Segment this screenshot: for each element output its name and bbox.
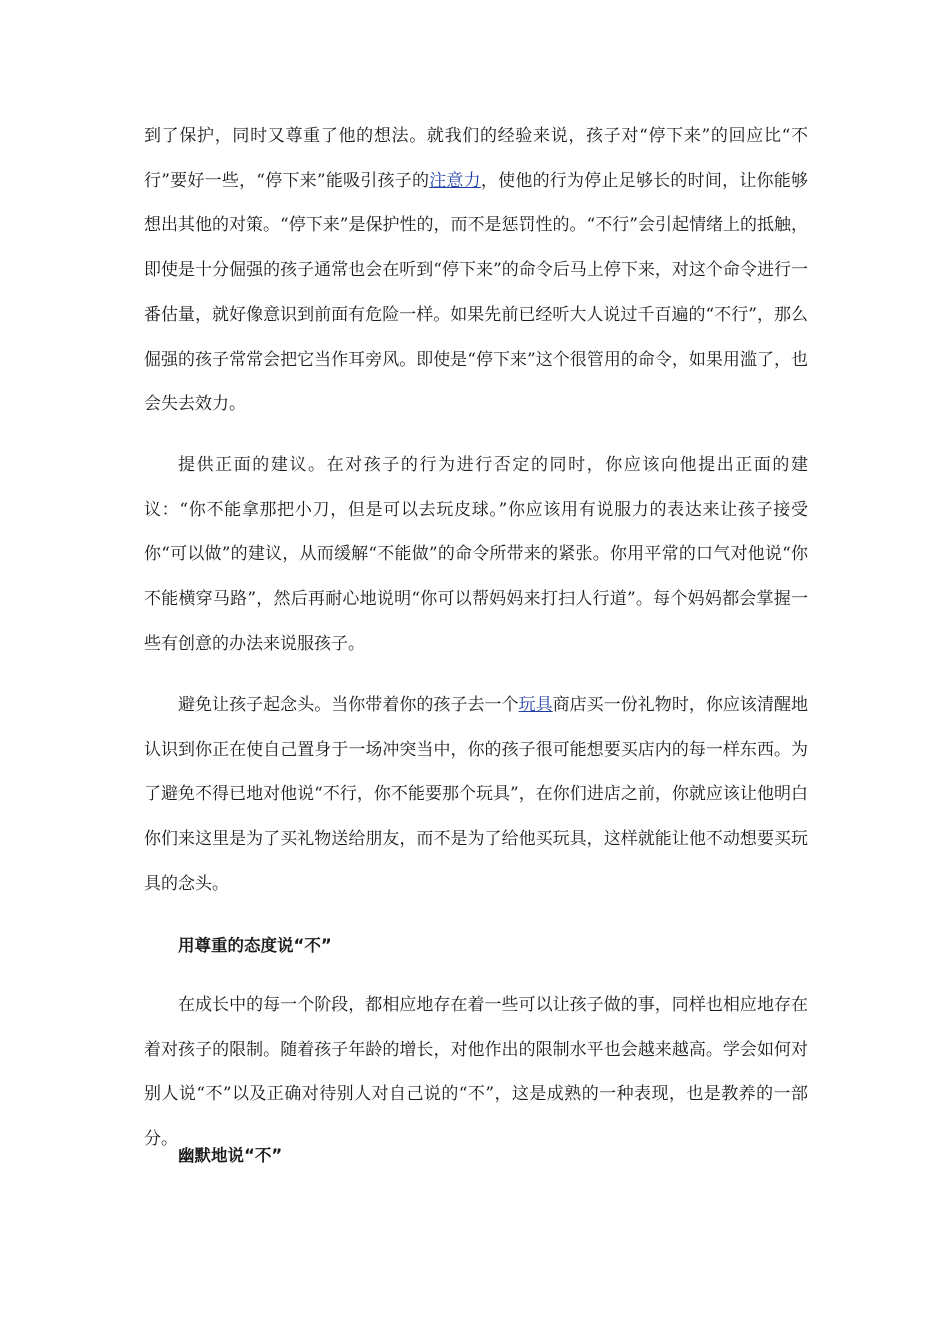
paragraph-positive-suggestion: 提供正面的建议。在对孩子的行为进行否定的同时，你应该向他提出正面的建议：“你不能拿那把小刀，但是可以去玩皮球。”你应该用有说服力的表达来让孩子接受你“可以做”的建议，从而缓解“不能做”的命令所带来的紧张。你用平常的口气对他说“你不能横穿马路”，然后再耐心地说明“你可以帮妈妈来打扫人行道”。每个妈妈都会掌握一些有创意的办法来说服孩子。: [144, 455, 808, 654]
section-heading-humor: 幽默地说“不”: [178, 1146, 283, 1165]
paragraph-text: ，使他的行为停止足够长的时间，让你能够想出其他的对策。“停下来”是保护性的，而不是惩罚性的。“不行”会引起情绪上的抵触，即使是十分倔强的孩子通常也会在听到“停下来”的命令后马上停下来，对这个命令进行一番估量，就好像意识到前面有危险一样。如果先前已经听大人说过千百遍的“不行”，那么倔强的孩子常常会把它当作耳旁风。即使是“停下来”这个很管用的命令，如果用滥了，也会失去效力。: [144, 170, 809, 415]
link-toys[interactable]: 玩具: [518, 695, 553, 715]
paragraph-growth-limits: 在成长中的每一个阶段，都相应地存在着一些可以让孩子做的事，同样也相应地存在着对孩子的限制。随着孩子年龄的增长，对他作出的限制水平也会越来越高。学会如何对别人说“不”以及正确对待别人对自己说的“不”，这是成熟的一种表现，也是教养的一部分。: [144, 995, 808, 1150]
paragraph-text: 商店买一份礼物时，你应该清醒地认识到你正在使自己置身于一场冲突当中，你的孩子很可能想要买店内的每一样东西。为了避免不得已地对他说“不行，你不能要那个玩具”，在你们进店之前，你就应该让他明白你们来这里是为了买礼物送给朋友，而不是为了给他买玩具，这样就能让他不动想要买玩具的念头。: [144, 695, 809, 894]
paragraph-text: 避免让孩子起念头。当你带着你的孩子去一个: [178, 695, 519, 715]
paragraph-stop-command: [144, 114, 808, 427]
section-heading-respect: 用尊重的态度说“不”: [178, 936, 332, 955]
paragraph-text: 到了保护，同时又尊重了他的想法。就我们的经验来说，孩子对“停下来”的回应比“不行”要好一些，“停下来”能吸引孩子的: [144, 126, 808, 191]
paragraph-avoid-desire: [144, 683, 808, 907]
link-attention[interactable]: 注意力: [429, 170, 481, 191]
